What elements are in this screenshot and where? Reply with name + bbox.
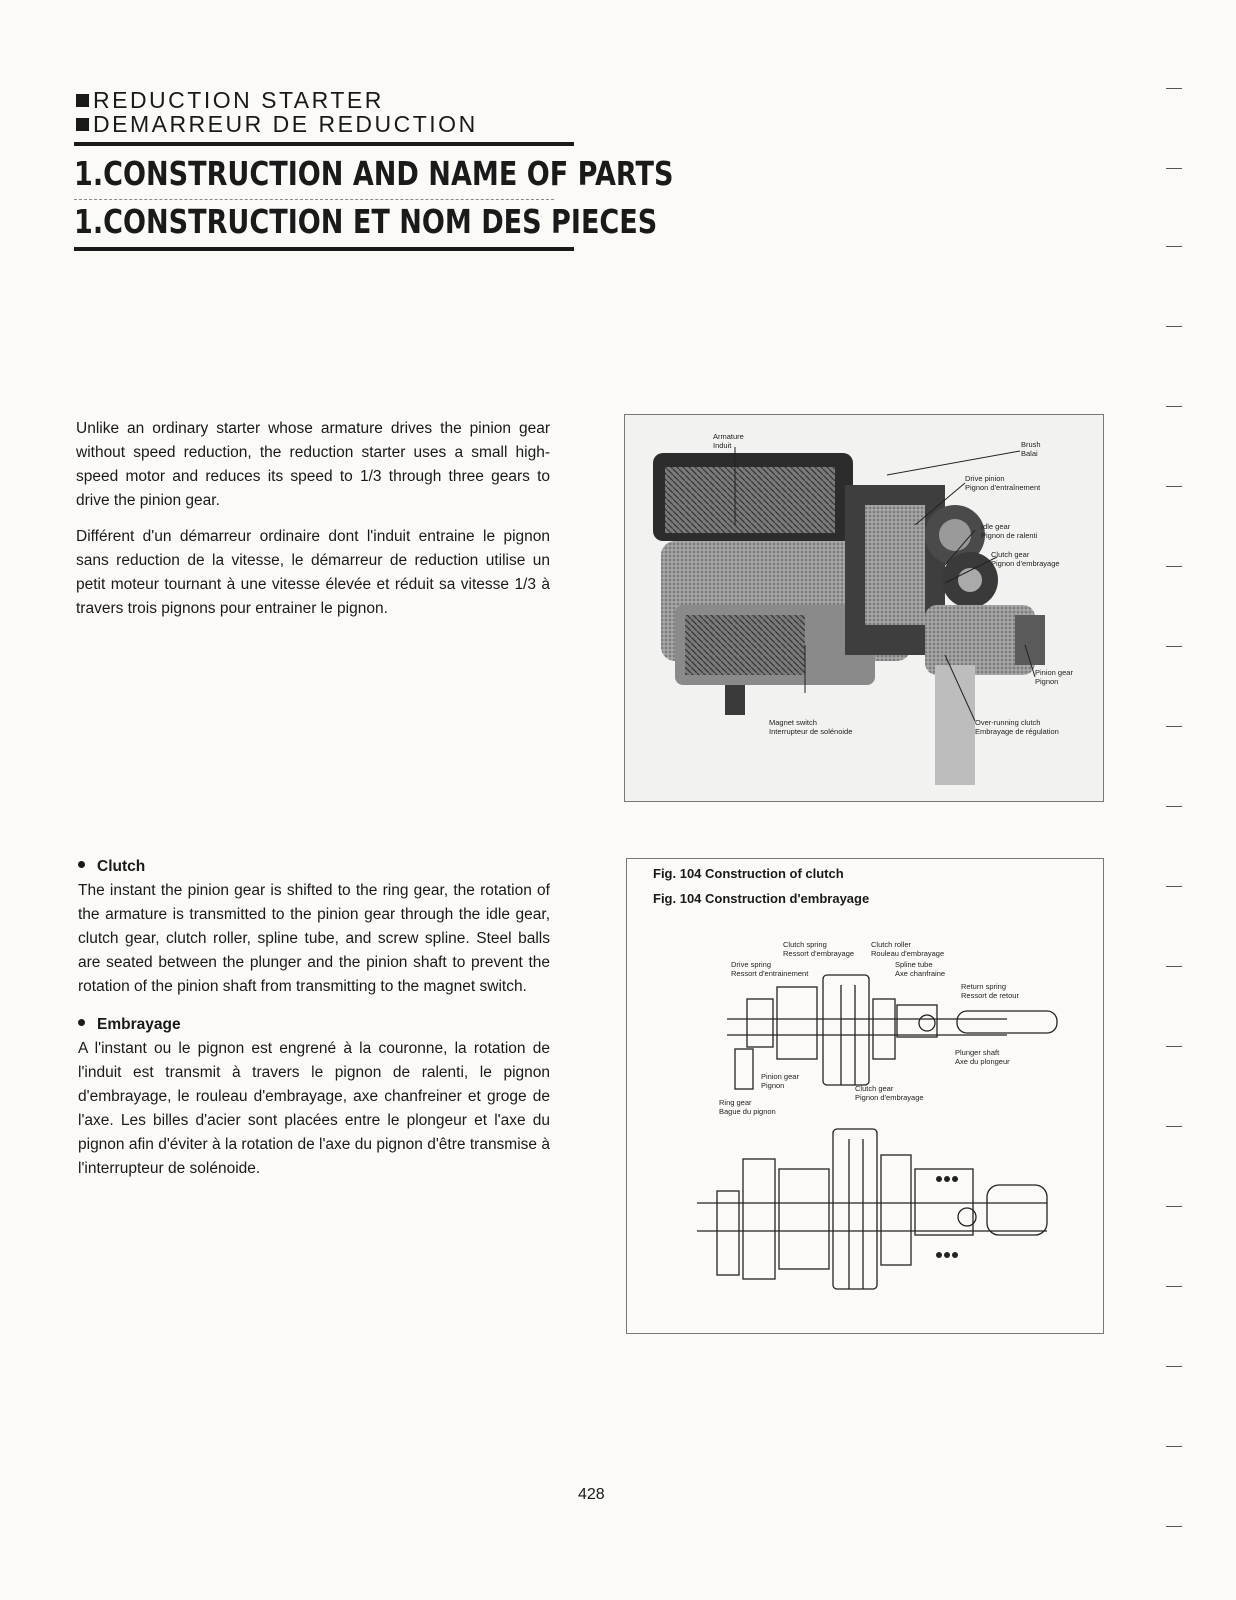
section-header (76, 88, 478, 136)
margin-tick (1166, 406, 1182, 407)
margin-tick (1166, 646, 1182, 647)
margin-tick (1166, 966, 1182, 967)
section-title-fr: DEMARREUR DE REDUCTION (76, 112, 478, 136)
embrayage-heading: Embrayage (78, 1013, 550, 1037)
figure-caption-en: Fig. 104 Construction of clutch (653, 866, 844, 881)
fig-label-plunger-shaft: Plunger shaft Axe du plongeur (955, 1048, 1010, 1066)
margin-tick (1166, 1366, 1182, 1367)
starter-cutaway-illustration (625, 415, 1103, 801)
embrayage-text: A l'instant ou le pignon est engrené à la couronne, la rotation de l'induit est transmit à travers le pignon de ralenti, le pignon d'embrayage, le rouleau d'embrayage, axe chanfreiner et groge de l'axe. Les billes d'acier sont placées entre le plongeur et l'axe du pignon afin d'éviter à la rotation de l'axe du pignon d'être transmise à l'interrupteur de solénoide. (78, 1040, 550, 1177)
fig-label-clutch-gear: Clutch gear Pignon d'embrayage (855, 1084, 924, 1102)
page-title-en: 1.CONSTRUCTION AND NAME OF PARTS (74, 154, 674, 193)
header-rule-top (74, 142, 574, 146)
margin-tick (1166, 246, 1182, 247)
intro-text (76, 417, 550, 621)
intro-en: Unlike an ordinary starter whose armature drives the pinion gear without speed reduction, the reduction starter uses a small high-speed motor and reduces its speed to 1/3 through three gears to drive the pinion gear. (76, 420, 550, 509)
fig-label-drive-spring: Drive spring Ressort d'entrainement (731, 960, 809, 978)
margin-tick (1166, 1046, 1182, 1047)
photo-label-magnet-switch: Magnet switch Interrupteur de solénoide (769, 718, 853, 736)
margin-tick (1166, 88, 1182, 89)
header-rule-bottom (74, 247, 574, 251)
margin-tick (1166, 168, 1182, 169)
photo-label-clutch-gear: Clutch gear Pignon d'embrayage (991, 550, 1060, 568)
bullet-icon (78, 861, 85, 868)
margin-tick (1166, 1126, 1182, 1127)
photo-label-idle-gear: Idle gear Pignon de ralenti (981, 522, 1038, 540)
margin-tick (1166, 806, 1182, 807)
photo-label-overrunning-clutch: Over-running clutch Embrayage de régulation (975, 718, 1059, 736)
page-title-fr: 1.CONSTRUCTION ET NOM DES PIECES (74, 202, 658, 241)
margin-tick (1166, 1526, 1182, 1527)
margin-tick (1166, 1286, 1182, 1287)
photo-label-pinion-gear: Pinion gear Pignon (1035, 668, 1073, 686)
clutch-heading: Clutch (78, 855, 550, 879)
clutch-section (78, 855, 550, 1181)
section-title-en: REDUCTION STARTER (76, 88, 478, 112)
fig-label-clutch-roller: Clutch roller Rouleau d'embrayage (871, 940, 945, 958)
margin-tick (1166, 1206, 1182, 1207)
square-bullet-icon (76, 94, 89, 107)
fig-label-return-spring: Return spring Ressort de retour (961, 982, 1019, 1000)
fig-label-clutch-spring: Clutch spring Ressort d'embrayage (783, 940, 855, 958)
page-number: 428 (578, 1486, 605, 1503)
photo-label-drive-pinion: Drive pinion Pignon d'entraînement (965, 474, 1041, 492)
clutch-text: The instant the pinion gear is shifted to the ring gear, the rotation of the armature is transmitted to the pinion gear through the idle gear, clutch gear, clutch roller, spline tube, and screw spline. Steel balls are seated between the plunger and the pinion shaft to prevent the rotation of the pinion shaft from transmitting to the magnet switch. (78, 882, 550, 995)
margin-tick (1166, 1446, 1182, 1447)
figure-104 (626, 858, 1104, 1334)
fig-label-spline-tube: Spline tube Axe chanfraine (895, 960, 946, 978)
margin-tick (1166, 726, 1182, 727)
margin-tick (1166, 326, 1182, 327)
fig-label-pinion-gear: Pinion gear Pignon (761, 1072, 799, 1090)
figure-caption-fr: Fig. 104 Construction d'embrayage (653, 891, 870, 906)
photo-label-armature: Armature Induit (713, 432, 744, 450)
title-divider (74, 199, 554, 200)
margin-tick (1166, 566, 1182, 567)
margin-tick (1166, 886, 1182, 887)
margin-tick (1166, 486, 1182, 487)
intro-fr: Différent d'un démarreur ordinaire dont l'induit entraine le pignon sans reduction de la vitesse, le démarreur de reduction utilise un petit moteur tournant à une vitesse élevée et réduit sa vitesse 1/3 à travers trois pignons pour entrainer le pignon. (76, 528, 550, 617)
bullet-icon (78, 1019, 85, 1026)
starter-photo (624, 414, 1104, 802)
fig-label-ring-gear: Ring gear Bague du pignon (719, 1098, 776, 1116)
photo-label-brush: Brush Balai (1021, 440, 1041, 458)
square-bullet-icon (76, 118, 89, 131)
